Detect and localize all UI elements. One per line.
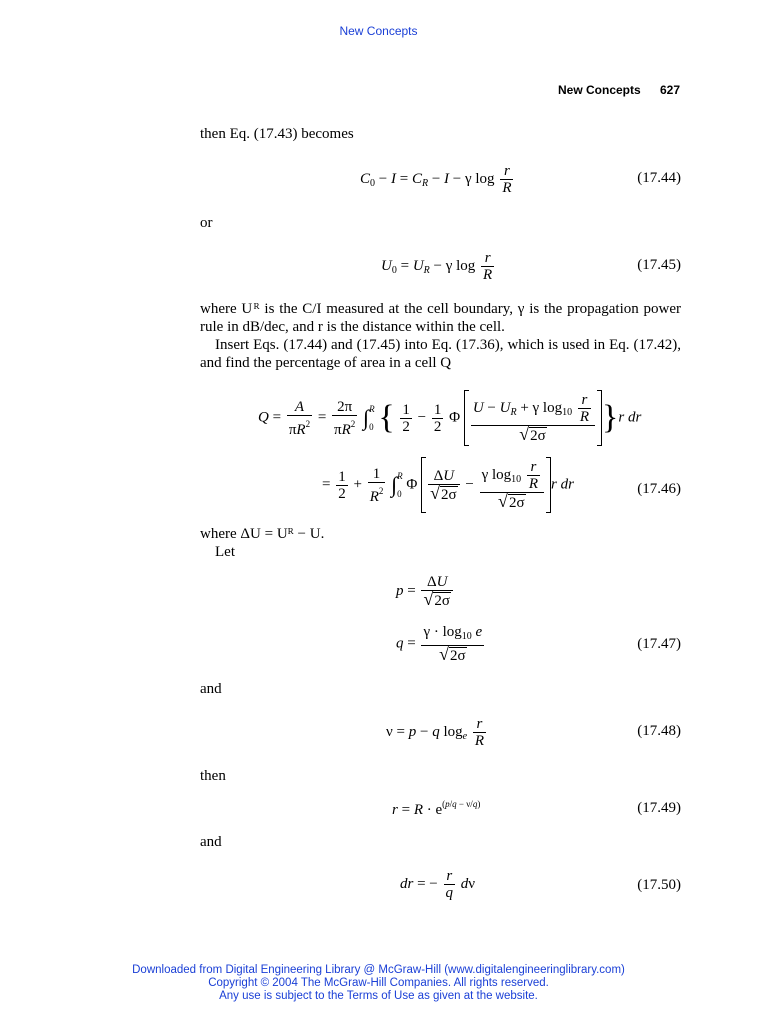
paragraph-delta-u: where ΔU = Uᴿ − U. — [200, 526, 325, 542]
equation-17-47-p: p = $\frac{\Delta U}{√2\sigma}$ — [396, 574, 455, 609]
footer-line-1[interactable]: Downloaded from Digital Engineering Library @ McGraw-Hill (www.digitalengineeringlibrary.com) — [132, 964, 625, 976]
equation-17-47-q: q = $\frac{\gamma \cdot \log_{10} e}{√2\sigma}$ — [396, 624, 483, 664]
equation-number-17-45: (17.45) — [637, 257, 681, 273]
connector-and-1: and — [200, 681, 222, 697]
connector-then: then — [200, 768, 226, 784]
paragraph-intro: then Eq. (17.43) becomes — [200, 126, 354, 142]
equation-number-17-48: (17.48) — [637, 723, 681, 739]
page-number: 627 — [660, 83, 681, 97]
equation-17-46-line2: = $\frac{1}{2}$ + $\frac{1}{R^2}$ ∫ R 0 Φ $\frac{\Delta U}{√2\sigma}$ − γ $\log_{10}$ $\frac{r}{R}$ √2σ r dr — [322, 459, 574, 511]
equation-17-44: $C_0 - I = C_R - I - \gamma$ log $\frac{r}{R}$ — [360, 163, 512, 196]
equation-number-17-49: (17.49) — [637, 800, 681, 816]
connector-or: or — [200, 215, 213, 231]
equation-number-17-44: (17.44) — [637, 170, 681, 186]
connector-and-2: and — [200, 834, 222, 850]
paragraph-insert: Insert Eqs. (17.44) and (17.45) into Eq. (17.36), which is used in Eq. (17.42), and find the percentage of area in a cell Q — [200, 337, 681, 371]
equation-number-17-46: (17.46) — [637, 481, 681, 497]
equation-17-49: $r = R \cdot e^{(p/q - \nu/q)}$ — [392, 799, 481, 818]
footer-notice — [0, 964, 757, 1003]
equation-number-17-50: (17.50) — [637, 877, 681, 893]
running-head-title: New Concepts — [558, 83, 641, 97]
connector-let: Let — [215, 544, 235, 560]
footer-line-2: Copyright © 2004 The McGraw-Hill Companies. All rights reserved. — [208, 977, 549, 989]
equation-17-50: dr = − $\frac{r}{q}$ dν — [400, 868, 476, 901]
equation-17-46-line1: Q = $\frac{A}{\pi R^2}$ = $\frac{2\pi}{\pi R^2}$ ∫ R 0 { $\frac{1}{2}$ − $\frac{1}{2}$ Φ $U - U_R + \gamma$ $\log_{10}$ $\frac{r}{R}$ √2σ }r dr — [258, 392, 642, 444]
equation-number-17-47: (17.47) — [637, 636, 681, 652]
top-link[interactable]: New Concepts — [339, 24, 418, 38]
equation-17-48: ν = p − q $\log_e$ $\frac{r}{R}$ — [386, 716, 485, 749]
equation-17-45: $U_0 = U_R - \gamma$ log $\frac{r}{R}$ — [381, 250, 493, 283]
footer-line-3[interactable]: Any use is subject to the Terms of Use as given at the website. — [219, 990, 538, 1002]
paragraph-definitions: where U ᴿ is the C/I measured at the cell boundary, γ is the propagation power rule in dB/dec, and r is the distance within the cell. — [200, 301, 681, 335]
